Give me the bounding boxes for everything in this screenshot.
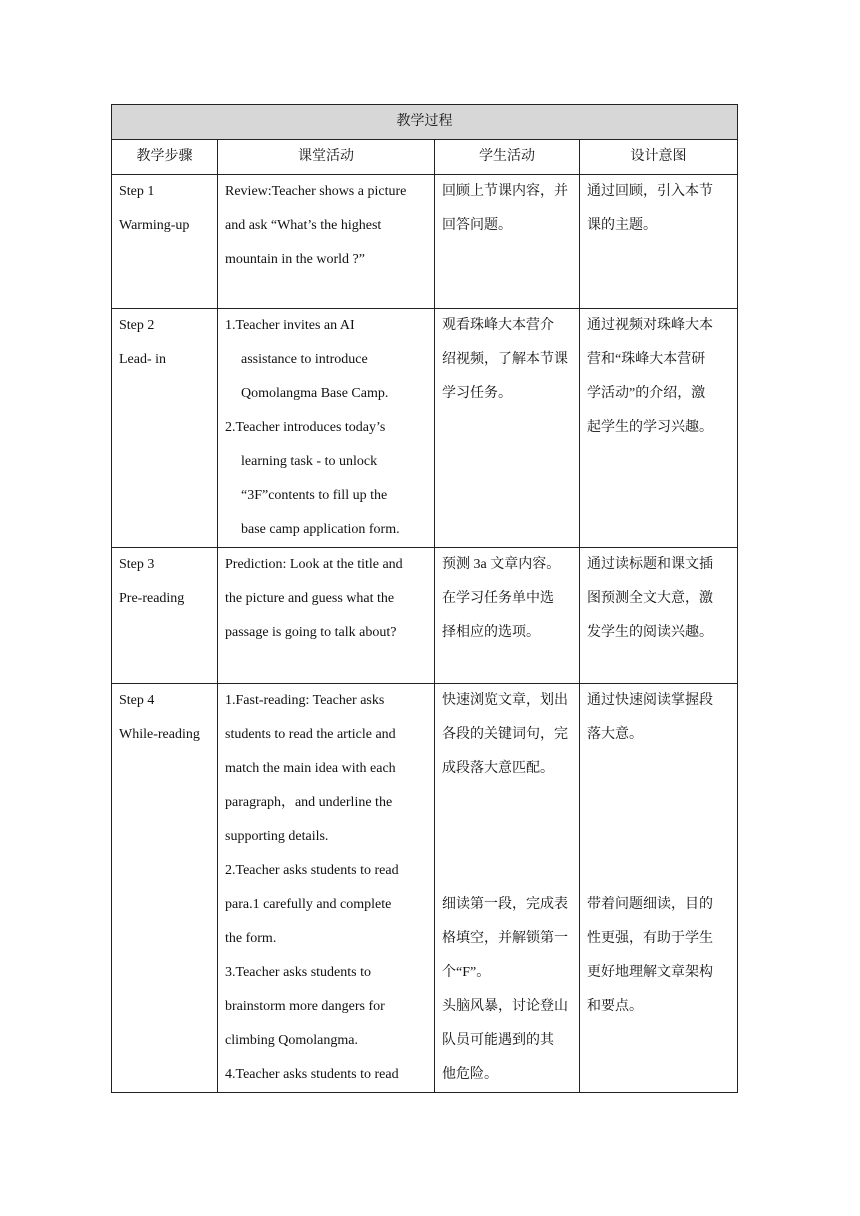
student-line: 快速浏览文章，划出 — [442, 693, 568, 708]
activity-line: students to read the article and — [225, 727, 396, 742]
activity-line: para.1 carefully and complete — [225, 897, 392, 912]
design-line: 和要点。 — [587, 999, 643, 1014]
header-activity: 课堂活动 — [218, 140, 435, 175]
table-title: 教学过程 — [112, 105, 738, 140]
activity-line: 4.Teacher asks students to read — [225, 1067, 399, 1082]
spacer — [587, 820, 733, 888]
activity-line: 3.Teacher asks students to — [225, 965, 371, 980]
student-line: 绍视频，了解本节课 — [442, 352, 568, 367]
activity-line: learning task - to unlock — [241, 454, 378, 469]
activity-line: passage is going to talk about? — [225, 625, 397, 640]
student-line: 格填空，并解锁第一 — [442, 931, 568, 946]
activity-cell — [218, 309, 435, 548]
student-cell — [435, 548, 580, 684]
activity-line: 1.Teacher invites an AI — [225, 318, 355, 333]
step-name: Warming-up — [119, 218, 190, 233]
design-cell — [580, 309, 738, 548]
design-line: 通过快速阅读掌握段 — [587, 693, 713, 708]
activity-line: and ask “What’s the highest — [225, 218, 382, 233]
student-line: 在学习任务单中选 — [442, 591, 554, 606]
activity-line: base camp application form. — [241, 522, 400, 537]
table-row — [112, 684, 738, 1093]
activity-line: mountain in the world ?” — [225, 252, 365, 267]
activity-line: 2.Teacher asks students to read — [225, 863, 399, 878]
student-line: 预测 3a 文章内容。 — [442, 557, 561, 572]
activity-cell — [218, 548, 435, 684]
design-line: 课的主题。 — [587, 218, 657, 233]
student-line: 回顾上节课内容，并 — [442, 184, 568, 199]
step-cell — [112, 175, 218, 309]
header-student: 学生活动 — [435, 140, 580, 175]
header-step: 教学步骤 — [112, 140, 218, 175]
step-name: Lead- in — [119, 352, 167, 367]
student-line: 学习任务。 — [442, 386, 512, 401]
student-line: 回答问题。 — [442, 218, 512, 233]
activity-line: assistance to introduce — [241, 352, 368, 367]
student-line: 观看珠峰大本营介 — [442, 318, 554, 333]
spacer — [442, 786, 575, 854]
activity-line: “3F”contents to fill up the — [241, 488, 388, 503]
activity-line: Prediction: Look at the title and — [225, 557, 403, 572]
activity-line: Review:Teacher shows a picture — [225, 184, 407, 199]
design-line: 营和“珠峰大本营研 — [587, 352, 706, 367]
activity-line: supporting details. — [225, 829, 329, 844]
student-cell — [435, 175, 580, 309]
table-row — [112, 309, 738, 548]
design-line: 通过视频对珠峰大本 — [587, 318, 713, 333]
table-row — [112, 175, 738, 309]
student-line: 各段的关键词句，完 — [442, 727, 568, 742]
design-cell — [580, 548, 738, 684]
activity-cell — [218, 684, 435, 1093]
design-line: 带着问题细读，目的 — [587, 897, 713, 912]
design-line: 通过回顾，引入本节 — [587, 184, 713, 199]
student-line: 队员可能遇到的其 — [442, 1033, 554, 1048]
design-line: 发学生的阅读兴趣。 — [587, 625, 713, 640]
spacer — [587, 752, 733, 820]
step-name: While-reading — [119, 727, 200, 742]
design-cell — [580, 684, 738, 1093]
step-number: Step 3 — [119, 557, 155, 572]
design-line: 性更强，有助于学生 — [587, 931, 713, 946]
student-cell — [435, 309, 580, 548]
design-line: 更好地理解文章架构 — [587, 965, 713, 980]
activity-line: 2.Teacher introduces today’s — [225, 420, 386, 435]
activity-line: brainstorm more dangers for — [225, 999, 385, 1014]
design-line: 通过读标题和课文插 — [587, 557, 713, 572]
activity-line: the form. — [225, 931, 277, 946]
activity-line: paragraph，and underline the — [225, 795, 393, 810]
activity-line: climbing Qomolangma. — [225, 1033, 358, 1048]
activity-line: match the main idea with each — [225, 761, 396, 776]
step-number: Step 2 — [119, 318, 155, 333]
student-line: 个“F”。 — [442, 965, 491, 980]
step-cell — [112, 309, 218, 548]
design-line: 学活动”的介绍，激 — [587, 386, 706, 401]
activity-line: Qomolangma Base Camp. — [241, 386, 389, 401]
step-name: Pre-reading — [119, 591, 185, 606]
step-cell — [112, 548, 218, 684]
step-number: Step 4 — [119, 693, 155, 708]
student-line: 头脑风暴，讨论登山 — [442, 999, 568, 1014]
design-line: 图预测全文大意，激 — [587, 591, 713, 606]
activity-cell — [218, 175, 435, 309]
student-line: 成段落大意匹配。 — [442, 761, 554, 776]
student-line: 他危险。 — [442, 1067, 498, 1082]
activity-line: 1.Fast-reading: Teacher asks — [225, 693, 385, 708]
step-cell — [112, 684, 218, 1093]
student-line: 细读第一段，完成表 — [442, 897, 568, 912]
design-cell — [580, 175, 738, 309]
table-header-row — [112, 140, 738, 175]
student-line: 择相应的选项。 — [442, 625, 540, 640]
student-cell — [435, 684, 580, 1093]
teaching-process-table — [111, 104, 738, 1093]
table-title-row — [112, 105, 738, 140]
header-design: 设计意图 — [580, 140, 738, 175]
step-number: Step 1 — [119, 184, 155, 199]
table-row — [112, 548, 738, 684]
spacer — [442, 854, 575, 888]
design-line: 起学生的学习兴趣。 — [587, 420, 713, 435]
activity-line: the picture and guess what the — [225, 591, 395, 606]
design-line: 落大意。 — [587, 727, 643, 742]
